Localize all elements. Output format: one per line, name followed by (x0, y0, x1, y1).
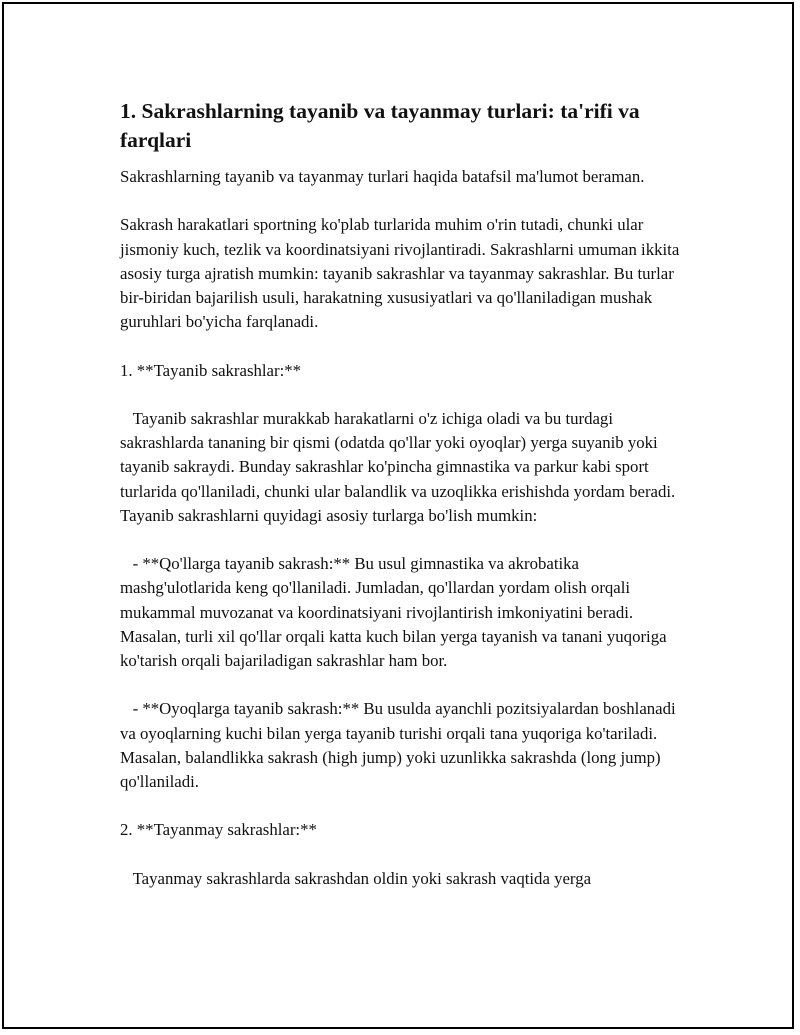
section-heading-supported-jumps: 1. **Tayanib sakrashlar:** (120, 360, 302, 380)
paragraph-unsupported-jumps: Tayanmay sakrashlarda sakrashdan oldin yoki sakrash vaqtida yerga (120, 868, 592, 888)
list-item-hand-supported: - **Qo'llarga tayanib sakrash:** Bu usul gimnastika va akrobatika mashg'ulotlarida keng qo'llaniladi. Jumladan, qo'llardan yordam olish orqali mukammal muvozanat va koordinatsiyani rivojlantirish imkoniyatini beradi. Masalan, turli xil qo'llar orqali katta kuch bilan yerga tayanish va tanani yuqoriga ko'tarish orqali bajariladigan sakrashlar ham bor. (120, 554, 671, 670)
list-item-leg-supported: - **Oyoqlarga tayanib sakrash:** Bu usulda ayanchli pozitsiyalardan boshlanadi va oyoqlarning kuchi bilan yerga tayanib turishi orqali tana yuqoriga ko'tariladi. Masalan, balandlikka sakrash (high jump) yoki uzunlikka sakrashda (long jump) qo'llaniladi. (120, 699, 680, 791)
page-frame (2, 2, 794, 1029)
paragraph-intro: Sakrashlarning tayanib va tayanmay turlari haqida batafsil ma'lumot beraman. (120, 167, 645, 186)
section-heading-unsupported-jumps: 2. **Tayanmay sakrashlar:** (120, 820, 317, 840)
paragraph-overview: Sakrash harakatlari sportning ko'plab turlarida muhim o'rin tutadi, chunki ular jismoniy kuch, tezlik va koordinatsiyani rivojlantiradi. Sakrashlarni umuman ikkita asosiy turga ajratish mumkin: tayanib sakrashlar va tayanmay sakrashlar. Bu turlar bir-biridan bajarilish usuli, harakatning xususiyatlari va qo'llaniladigan mushak guruhlari bo'yicha farqlanadi. (120, 215, 684, 332)
document-heading: 1. Sakrashlarning tayanib va tayanmay turlari: ta'rifi va farqlari (120, 99, 640, 152)
paragraph-supported-jumps: Tayanib sakrashlar murakkab harakatlarni o'z ichiga oladi va bu turdagi sakrashlarda tananing bir qismi (odatda qo'llar yoki oyoqlar) yerga suyanib yoki tayanib sakraydi. Bunday sakrashlar ko'pincha gimnastika va parkur kabi sport turlarida qo'llaniladi, chunki ular balandlik va uzoqlikka erishishda yordam beradi. Tayanib sakrashlarni quyidagi asosiy turlarga bo'lish mumkin: (120, 408, 680, 525)
document-body (120, 97, 690, 915)
